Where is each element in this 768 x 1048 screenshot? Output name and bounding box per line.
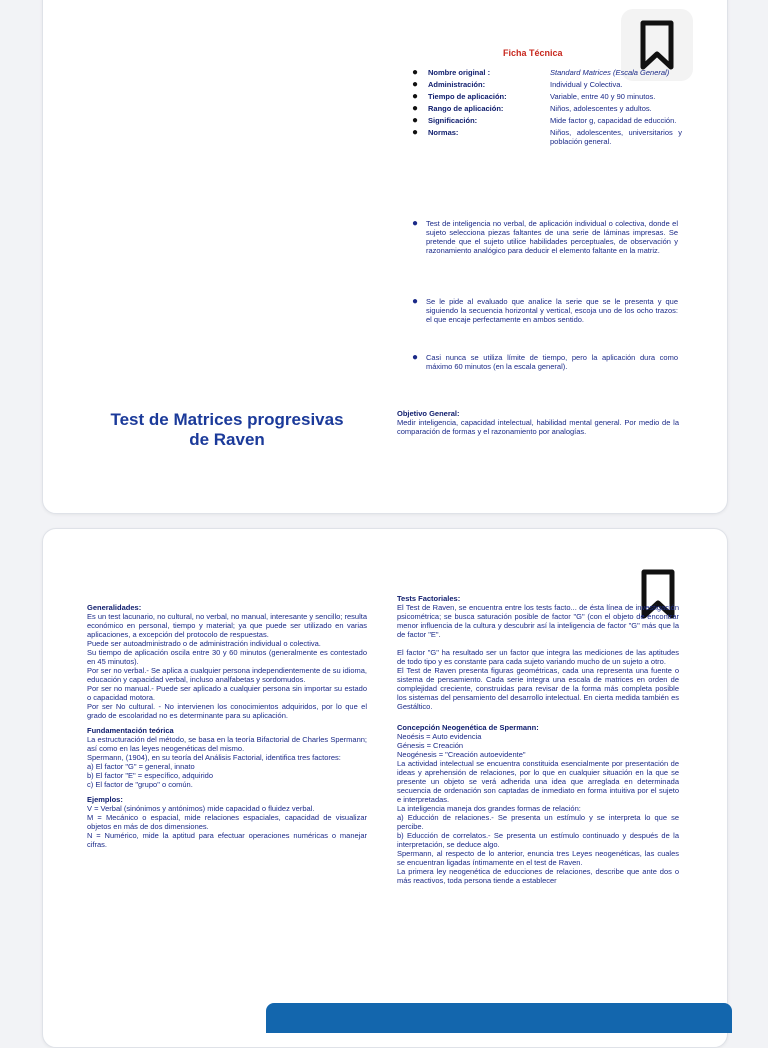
ficha-row: ● Normas: Niños, adolescentes, universitarios y población general.: [412, 127, 682, 146]
ficha-tecnica-title: Ficha Técnica: [503, 48, 563, 58]
ficha-row: ● Significación: Mide factor g, capacidad de educción.: [412, 115, 677, 126]
ficha-list: [412, 68, 682, 149]
left-column: Generalidades: Es un test lacunario, no cultural, no verbal, no manual, interesante y sencillo; resulta económico en personal, tiempo y material; ya que puede ser utilizado en varias aplicaciones, a excepción del protocolo de respuestas. Puede ser autoadministrado o de administración individual o colectiva. Su tiempo de aplicación oscila entre 30 y 60 minutos (generalmente es contestado en 45 minutos). Por ser no verbal.- Se aplica a cualquier persona independientemente de su idioma, educación y capacidad verbal, incluso analfabetas y sordomudos. Por ser no manual.- Puede ser aplicado a cualquier persona sin importar su estado o capacidad motora. Por ser No cultural. - No intervienen los conocimientos adquiridos, por lo que el grado de escolaridad no es determinante para su aplicación. Fundamentación teórica La estructuración del método, se basa en la teoría Bifactorial de Charles Spermann; así como en las leyes neogenéticas del mismo. Spermann, (1904), en su teoría del Análisis Factorial, identifica tres factores: a) El factor "G" = general, innato b) El factor "E" = específico, adquirido c) El factor de "grupo" o común. Ejemplos: V = Verbal (sinónimos y antónimos) mide capacidad o fluidez verbal. M = Mecánico o espacial, mide relaciones espaciales, capacidad de visualizar objetos en más de dos dimensiones. N = Numérico, mide la aptitud para efectuar operaciones numéricas o manejar cifras.: [87, 603, 367, 849]
bookmark-icon: [639, 19, 675, 71]
description-item: ● Casi nunca se utiliza límite de tiempo, pero la aplicación dura como máximo 60 minutos (en la escala general).: [412, 352, 678, 371]
ficha-row: ● Administración: Individual y Colectiva.: [412, 79, 623, 90]
right-column: Tests Factoriales: El Test de Raven, se encuentra entre los tests facto... de ésta línea de investigación psicométrica; se busca saturación posible de factor "G" (con el objeto de encontrar menor influencia de la cultura y descubrir así la inteligencia de factor "G" más que la de factor "E". El factor "G" ha resultado ser un factor que integra las mediciones de las aptitudes de todo tipo y es constante para cada sujeto variando mucho de un sujeto a otro. El Test de Raven presenta figuras geométricas, cada una representa una fuente o sistema de pensamiento. Cada serie integra una escala de matrices en orden de complejidad creciente, construidas para revisar de la forma más completa posible los sistemas del pensamiento del desarrollo intelectual. En cierta medida también es Gestáltico. Concepción Neogenética de Spermann: Neoésis = Auto evidencia Génesis = Creación Neogénesis = "Creación autoevidente" La actividad intelectual se encuentra constituida esencialmente por presentación de ideas y aprehensión de relaciones, por lo que en cualquier situación en la que se presente un objeto se verá adherida una idea que arreglada en determinada secuencia de ordenación son captadas de inmediato en forma intuitiva por el sujeto e interpretadas. La inteligencia maneja dos grandes formas de relación: a) Educción de relaciones.- Se presenta un estímulo y se interpreta lo que se percibe. b) Educción de correlatos.- Se presenta un estímulo continuado y después de la interpretación, se deduce algo. Spermann, al respecto de lo anterior, enuncia tres Leyes neogenéticas, las cuales se encuentran ligadas íntimamente en el test de Raven. La primera ley neogenética de educciones de relaciones, describe que ante dos o más reactivos, toda persona tiende a establecer: [397, 594, 679, 885]
description-item: ● Test de inteligencia no verbal, de aplicación individual o colectiva, donde el sujeto selecciona piezas faltantes de una serie de láminas impresas. Se pretende que el sujeto utilice habilidades perceptuales, de observación y razonamiento analógico para deducir el elemento faltante en la matriz.: [412, 218, 678, 255]
document-title: Test de Matrices progresivas de Raven: [110, 410, 344, 449]
ficha-row: ● Rango de aplicación: Niños, adolescentes y adultos.: [412, 103, 652, 114]
objetivo-general: Objetivo General: Medir inteligencia, capacidad intelectual, habilidad mental general. Por medio de la comparación de formas y el razonamiento por analogías.: [397, 409, 679, 436]
bottom-action-bar[interactable]: [266, 1003, 732, 1033]
ficha-row: ● Tiempo de aplicación: Variable, entre 40 y 90 minutos.: [412, 91, 656, 102]
description-item: ● Se le pide al evaluado que analice la serie que se le presenta y que siguiendo la secuencia horizontal y vertical, escoja uno de los ocho trazos: el que encaje perfectamente en ambos sentido.: [412, 296, 678, 324]
ficha-row: ● Nombre original : Standard Matrices (Escala General): [412, 67, 670, 78]
